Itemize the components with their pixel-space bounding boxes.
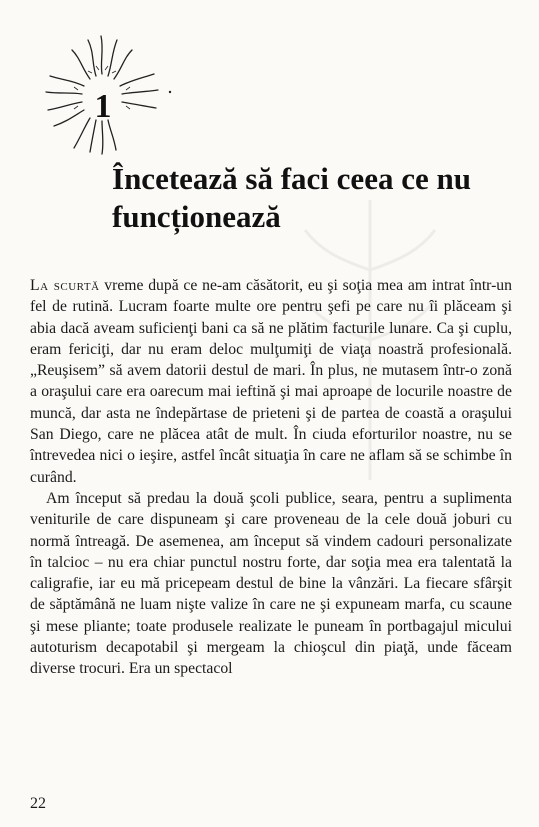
paragraph-2: Am început să predau la două şcoli publice, seara, pentru a suplimenta veniturile de care dispuneam şi care proveneau de la cele două joburi cu normă întreagă. De asemenea, am început să vindem cadouri personalizate în talcioc – nu era chiar punctul nostru forte, dar soţia mea era talentată la caligrafie, iar eu mă pricepeam destul de bine la vânzări. La fiecare sfârşit de săptămână ne luam nişte valize în care ne şi expuneam marfa, cu scaune şi mese pliante; toate produsele realizate le puneam în portbagajul micului autoturism decapotabil şi mergeam la chioşcul din piaţă, unde făceam diverse trocuri. Era un spectacol bbox=[30, 489, 512, 678]
chapter-sun-ornament bbox=[22, 26, 184, 156]
chapter-body bbox=[30, 275, 512, 680]
page-number: 22 bbox=[30, 795, 46, 812]
chapter-title: Încetează să faci ceea ce nu funcționează bbox=[112, 161, 471, 234]
paragraph-lead-in: La scurtă bbox=[30, 277, 100, 294]
paragraph-1 bbox=[30, 275, 512, 488]
chapter-number: 1 bbox=[94, 88, 112, 125]
paragraph-1-text: vreme după ce ne-am căsătorit, eu şi soţia mea am intrat într-un fel de rutină. Lucram foarte multe ore pentru şefi pe care nu îi plăceam şi abia dacă aveam suficienţi bani ca să ne plătim facturile lunare. Ca şi cuplu, eram fericiţi, dar nu eram deloc mulţumiţi de viaţa noastră profesională. „Reuşisem” să avem datorii destul de mari. În plus, ne mutasem într-o zonă a oraşului care era oarecum mai ieftină şi mai aproape de locurile noastre de muncă, dar asta ne îndepărtase de prieteni şi de partea de coastă a oraşului San Diego, care ne plăcea atât de mult. În ciuda eforturilor noastre, nu se întrevedea nici o ieşire, astfel încât situaţia în care ne aflam să se schimbe în curând. bbox=[30, 277, 512, 486]
